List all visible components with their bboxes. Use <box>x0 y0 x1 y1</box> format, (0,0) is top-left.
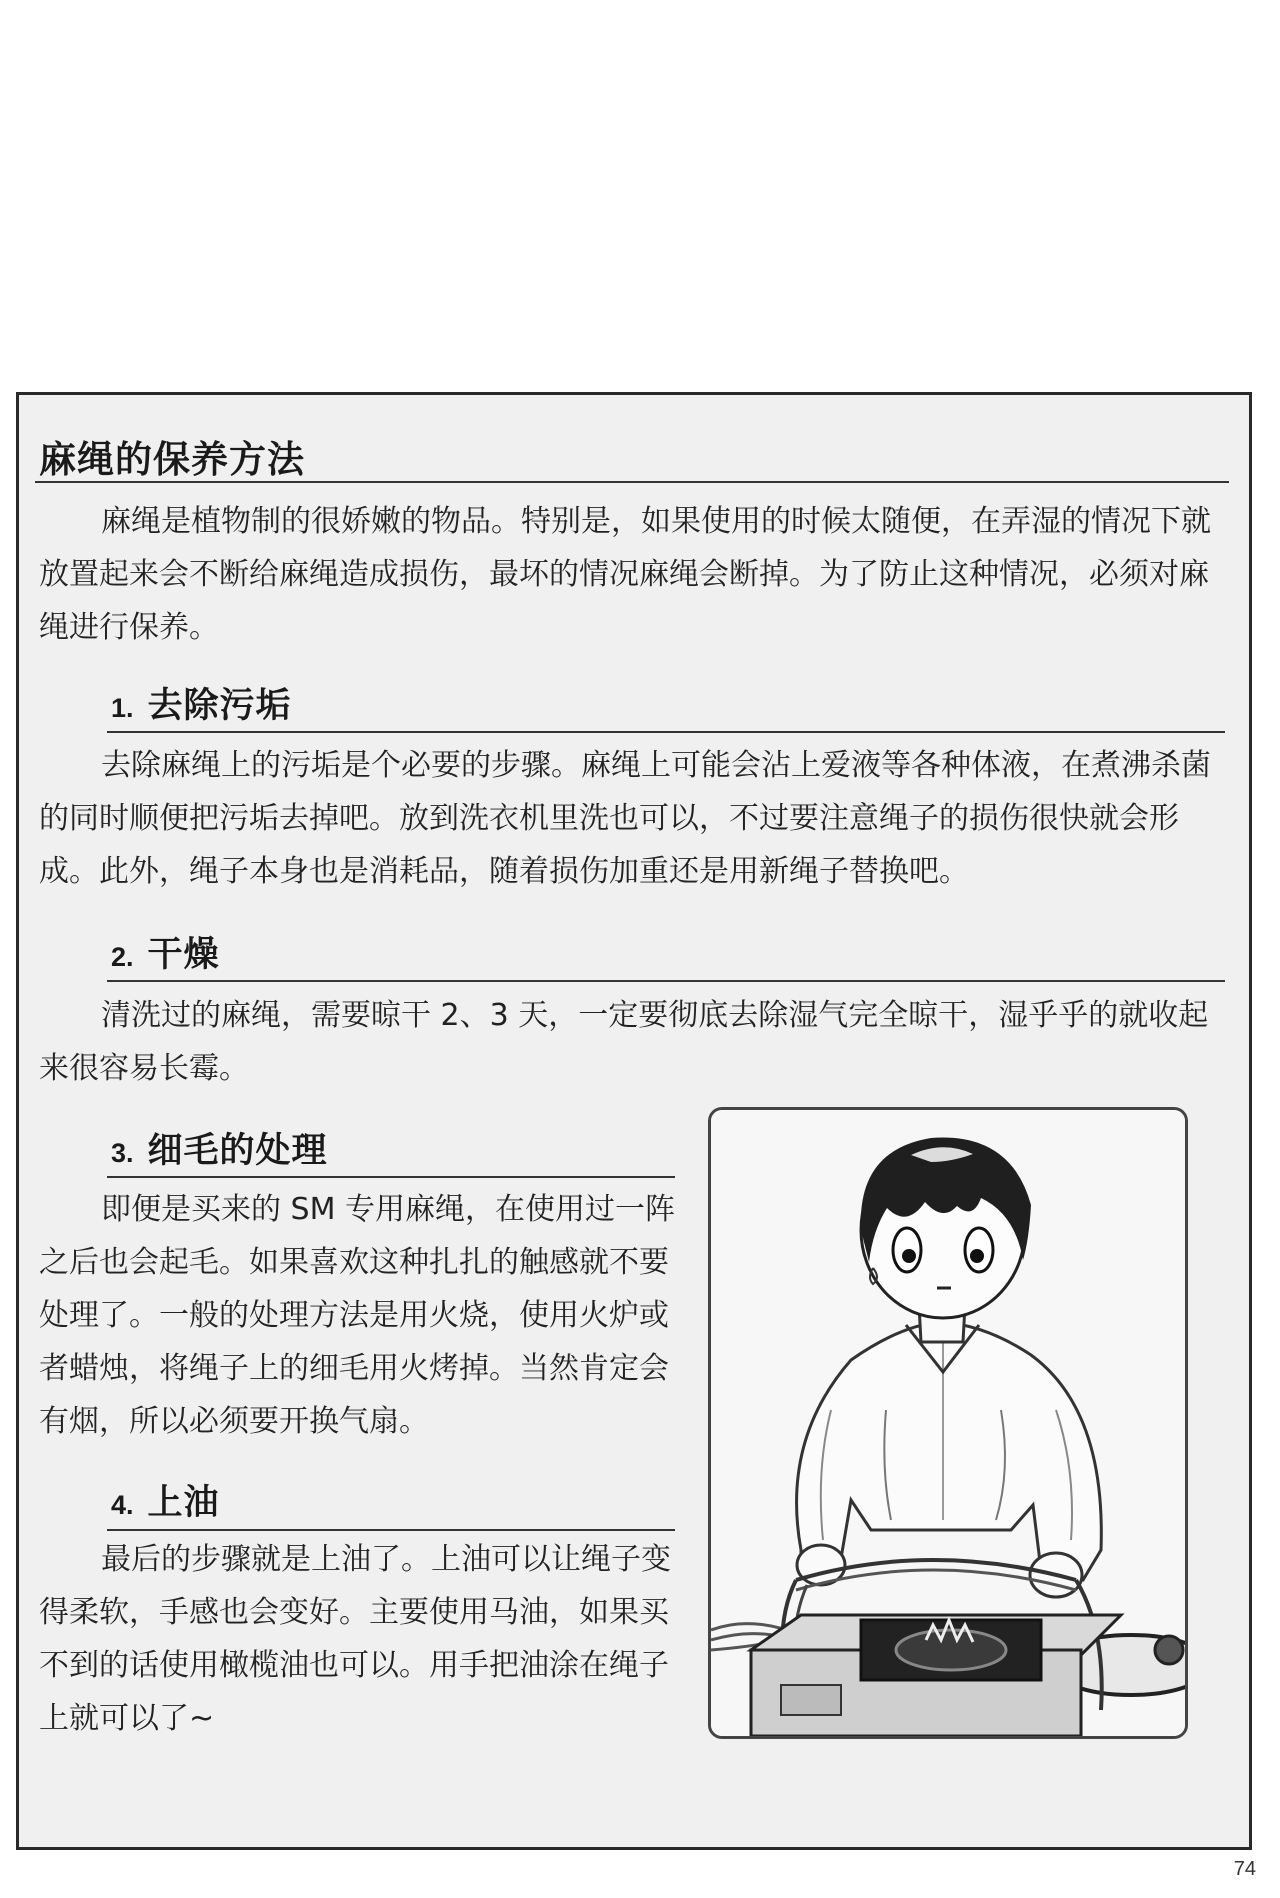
section-2-paragraph <box>39 989 1231 1095</box>
section-4-number: 4. <box>111 1490 134 1520</box>
section-2-heading <box>111 927 220 977</box>
section-4-heading <box>111 1475 220 1525</box>
section-2-title: 干燥 <box>147 935 220 975</box>
section-1-underline <box>107 731 1225 733</box>
section-3-paragraph <box>39 1183 677 1448</box>
section-4-title: 上油 <box>147 1483 220 1523</box>
page-number: 74 <box>1233 1858 1256 1880</box>
intro-paragraph <box>39 495 1231 654</box>
maintenance-box <box>16 392 1252 1850</box>
section-3-heading <box>111 1123 328 1173</box>
section-1-text: 去除麻绳上的污垢是个必要的步骤。麻绳上可能会沾上爱液等各种体液，在煮沸杀菌的同时顺便把污垢去掉吧。放到洗衣机里洗也可以，不过要注意绳子的损伤很快就会形成。此外，绳子本身也是消耗品，随着损伤加重还是用新绳子替换吧。 <box>39 748 1211 889</box>
title-underline <box>35 481 1229 483</box>
section-1-title: 去除污垢 <box>147 686 292 726</box>
section-4-underline <box>107 1529 675 1531</box>
section-2-text: 清洗过的麻绳，需要晾干 2、3 天，一定要彻底去除湿气完全晾干，湿乎乎的就收起来很容易长霉。 <box>39 998 1209 1086</box>
section-1-number: 1. <box>111 693 134 723</box>
section-2-number: 2. <box>111 942 134 972</box>
section-3-underline <box>107 1176 675 1178</box>
illustration-svg <box>711 1110 1185 1736</box>
page-title: 麻绳的保养方法 <box>39 438 305 481</box>
section-3-number: 3. <box>111 1138 134 1168</box>
manga-illustration <box>708 1107 1188 1739</box>
section-3-text: 即便是买来的 SM 专用麻绳，在使用过一阵之后也会起毛。如果喜欢这种扎扎的触感就不要处理了。一般的处理方法是用火烧，使用火炉或者蜡烛，将绳子上的细毛用火烤掉。当然肯定会有烟，所以必须要开换气扇。 <box>39 1192 675 1439</box>
section-4-text: 最后的步骤就是上油了。上油可以让绳子变得柔软，手感也会变好。主要使用马油，如果买不到的话使用橄榄油也可以。用手把油涂在绳子上就可以了~ <box>39 1542 671 1736</box>
section-4-paragraph <box>39 1533 677 1745</box>
section-1-paragraph <box>39 739 1231 898</box>
section-1-heading <box>111 678 292 728</box>
section-2-underline <box>107 980 1225 982</box>
intro-text: 麻绳是植物制的很娇嫩的物品。特别是，如果使用的时候太随便，在弄湿的情况下就放置起来会不断给麻绳造成损伤，最坏的情况麻绳会断掉。为了防止这种情况，必须对麻绳进行保养。 <box>39 504 1211 645</box>
section-3-title: 细毛的处理 <box>147 1131 328 1171</box>
